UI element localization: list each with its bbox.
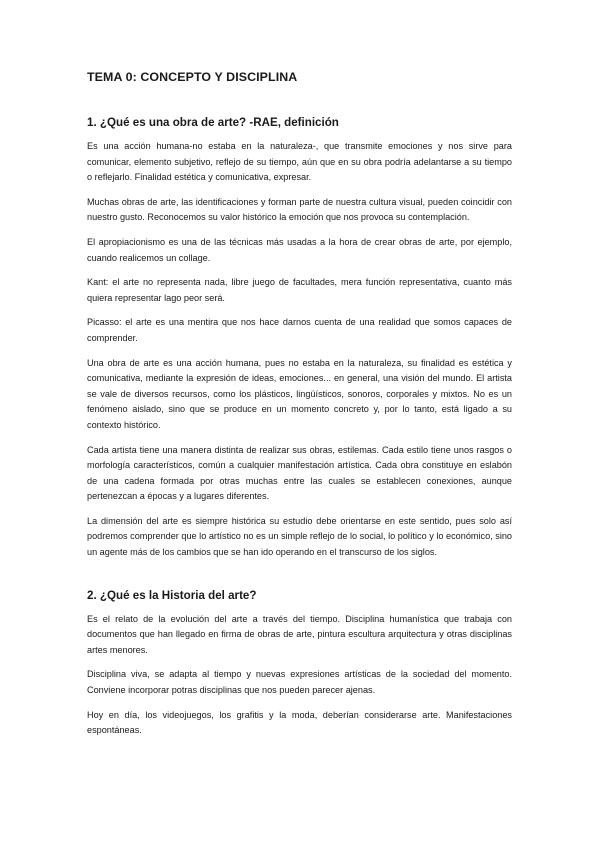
paragraph: Una obra de arte es una acción humana, pues no estaba en la naturaleza, su finalidad es estética y comunicativa, mediante la expresión de ideas, emociones... en general, una visión del mundo. El artista se vale de diversos recursos, como los plásticos, lingüísticos, sonoros, corporales y mixtos. No es un fenómeno aislado, sino que se produce en un momento concreto y, por lo tanto, está ligado a su contexto histórico. [87,357,512,430]
paragraph: El apropiacionismo es una de las técnicas más usadas a la hora de crear obras de arte, por ejemplo, cuando realicemos un collage. [87,236,512,263]
paragraph: Disciplina viva, se adapta al tiempo y nuevas expresiones artísticas de la sociedad del momento. Conviene incorporar potras disciplinas que nos pueden parecer ajenas. [87,669,512,696]
section-obra-de-arte [87,116,512,561]
document-title: TEMA 0: CONCEPTO Y DISCIPLINA [87,70,298,84]
paragraph: Cada artista tiene una manera distinta de realizar sus obras, estilemas. Cada estilo tiene unos rasgos o morfología característicos, común a cualquier manifestación artística. Cada obra constituye en eslabón de una cadena formada por otras muchas entre las cuales se establecen conexiones, aunque pertenezcan a épocas y a lugares diferentes. [87,444,512,502]
paragraph: Hoy en día, los videojuegos, los grafitis y la moda, deberían considerarse arte. Manifestaciones espontáneas. [87,709,512,736]
paragraph: Picasso: el arte es una mentira que nos hace darnos cuenta de una realidad que somos capaces de comprender. [87,317,512,343]
paragraph: Kant: el arte no representa nada, libre juego de facultades, mera función representativa, cuanto más quiera representar lago peor será. [87,277,512,303]
section-heading: 1. ¿Qué es una obra de arte? -RAE, definición [87,116,339,129]
section-heading: 2. ¿Qué es la Historia del arte? [87,588,257,602]
paragraph: La dimensión del arte es siempre histórica su estudio debe orientarse en este sentido, pues solo así podremos comprender que lo artístico no es un simple reflejo de lo social, lo político y lo económico, sino un agente más de los cambios que se han ido operando en el transcurso de los siglos. [87,515,512,558]
paragraph: Muchas obras de arte, las identificaciones y forman parte de nuestra cultura visual, pueden coincidir con nuestro gusto. Reconocemos su valor histórico la emoción que nos provoca su contemplación. [87,196,512,223]
section-historia-del-arte [87,589,512,739]
paragraph: Es el relato de la evolución del arte a través del tiempo. Disciplina humanística que trabaja con documentos que han llegado en firma de obras de arte, pintura escultura arquitectura y otras disciplinas artes menores. [87,613,512,655]
paragraph: Es una acción humana-no estaba en la naturaleza-, que transmite emociones y nos sirve para comunicar, elemento subjetivo, reflejo de su tiempo, aún que en su obra podría adelantarse a su tiempo o reflejarlo. Finalidad estética y comunicativa, expresar. [87,141,512,183]
